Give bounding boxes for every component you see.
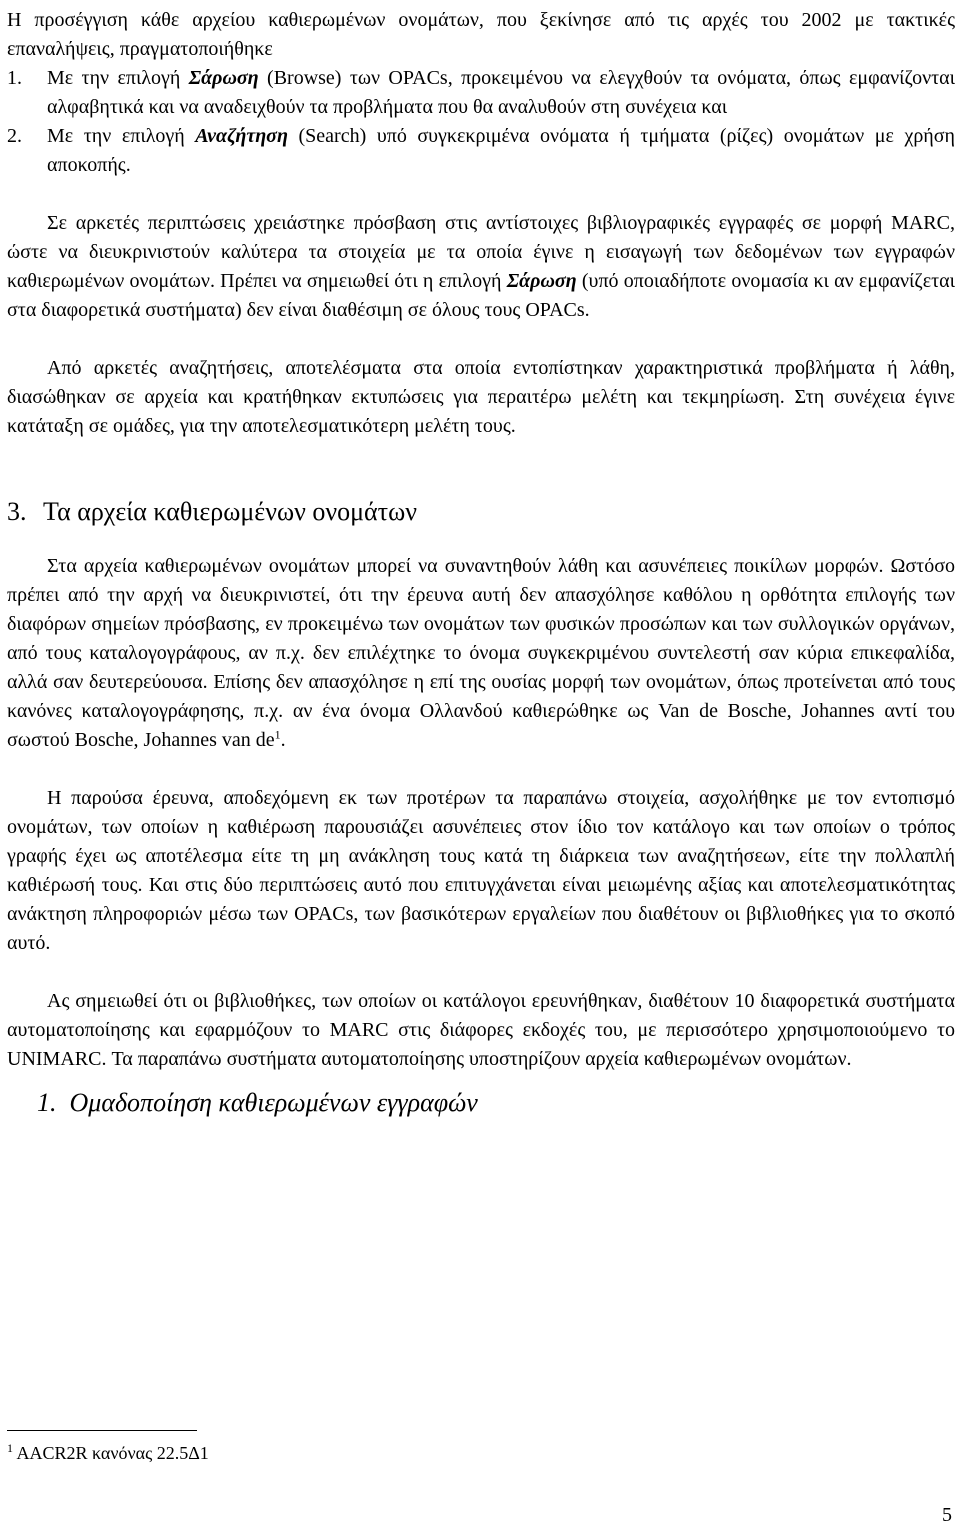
paragraph-errors-text: Στα αρχεία καθιερωμένων ονομάτων μπορεί να συναντηθούν λάθη και ασυνέπειες ποικίλων μορφών. Ωστόσο πρέπει από την αρχή να διευκρινιστεί, ότι την έρευνα αυτή δεν απασχόλησε καθόλου η ορθότητα επιλογής των διαφόρων σημείων πρόσβασης, εν προκειμένω των ονομάτων των φυσικών προσώπων και των συλλογικών οργάνων, από τους καταλογογράφους, αν π.χ. δεν επιλέχτηκε το όνομα συγκεκριμένου συντελεστή σαν κύρια επικεφαλίδα, αλλά σαν δευτερεύουσα. Επίσης δεν απασχόλησε η επί της ουσίας μορφή των ονομάτων, όπως προτείνεται από τους κανόνες καταλογογράφησης, π.χ. αν ένα όνομα Ολλανδού καθιερώθηκε ως Van de Bosche, Johannes αντί του σωστού Bosche, Johannes van de: [7, 555, 955, 751]
paragraph-errors-end: .: [280, 729, 286, 751]
paragraph-libraries: Ας σημειωθεί ότι οι βιβλιοθήκες, των οποίων οι κατάλογοι ερευνήθηκαν, διαθέτουν 10 διαφορετικά συστήματα αυτοματοποίησης και εφαρμόζουν το MARC στις διάφορες εκδοχές του, με περισσότερο χρησιμοποιούμενο το UNIMARC. Τα παραπάνω συστήματα αυτοματοποίησης υποστηρίζουν αρχεία καθιερωμένων ονομάτων.: [7, 990, 955, 1070]
footnote-text: AACR2R κανόνας 22.5Δ1: [13, 1443, 209, 1463]
paragraph-marc-post: (υπό οποιαδήποτε ονομασία κι αν εμφανίζεται στα διαφορετικά συστήματα) δεν είναι διαθέσιμη σε όλους τους OPACs.: [7, 270, 955, 321]
intro-text: Η προσέγγιση κάθε αρχείου καθιερωμένων ονομάτων, που ξεκίνησε από τις αρχές του 2002 με τακτικές επαναλήψεις, πραγματοποιήθηκε: [7, 9, 955, 60]
footnote-ref: 1: [274, 727, 281, 742]
emphasis-browse-2: Σάρωση: [506, 270, 577, 292]
section-title: Τα αρχεία καθιερωμένων ονομάτων: [43, 497, 417, 526]
footnote-divider: [7, 1430, 197, 1431]
paragraph-errors: [7, 552, 955, 755]
list-item-2: [7, 122, 955, 180]
subsection-title: Ομαδοποίηση καθιερωμένων εγγραφών: [69, 1088, 478, 1117]
list-number-2: 2.: [7, 125, 22, 147]
subsection-number: 1.: [37, 1088, 57, 1117]
section-heading: [7, 495, 955, 529]
footnote-number: 1: [7, 1441, 13, 1455]
list-item-2-text-pre: Με την επιλογή: [47, 125, 196, 147]
intro-paragraph: [7, 6, 955, 64]
section-number: 3.: [7, 497, 27, 526]
list-number-1: 1.: [7, 67, 22, 89]
paragraph-searches: Από αρκετές αναζητήσεις, αποτελέσματα στα οποία εντοπίστηκαν χαρακτηριστικά προβλήματα ή λάθη, διασώθηκαν σε αρχεία και κρατήθηκαν εκτυπώσεις για περαιτέρω μελέτη και τεκμηρίωση. Στη συνέχεια έγινε κατάταξη σε ομάδες, για την αποτελεσματικότερη μελέτη τους.: [7, 357, 955, 437]
emphasis-browse: Σάρωση: [188, 67, 259, 89]
subsection-heading: [7, 1086, 955, 1120]
list-item-1-text-post: (Browse) των OPACs, προκειμένου να ελεγχθούν τα ονόματα, όπως εμφανίζονται αλφαβητικά και να αναδειχθούν τα προβλήματα που θα αναλυθούν στη συνέχεια και: [47, 67, 956, 118]
list-item-1: [7, 64, 955, 122]
paragraph-marc-pre: Σε αρκετές περιπτώσεις χρειάστηκε πρόσβαση στις αντίστοιχες βιβλιογραφικές εγγραφές σε μορφή MARC, ώστε να διευκρινιστούν καλύτερα τα στοιχεία με τα οποία έγινε η εισαγωγή των δεδομένων των εγγραφών καθιερωμένων ονομάτων. Πρέπει να σημειωθεί ότι η επιλογή: [7, 212, 955, 292]
paragraph-marc: [7, 209, 955, 325]
page-number: 5: [942, 1504, 952, 1526]
emphasis-search: Αναζήτηση: [195, 125, 288, 147]
footnote: [7, 1440, 209, 1466]
document-page: [7, 0, 955, 1120]
paragraph-research: Η παρούσα έρευνα, αποδεχόμενη εκ των προτέρων τα παραπάνω στοιχεία, ασχολήθηκε με τον εντοπισμό ονομάτων, των οποίων η καθιέρωση παρουσιάζει ασυνέπειες στον ίδιο τον κατάλογο και των οποίων ο τρόπος γραφής έχει ως αποτέλεσμα είτε τη μη ανάκληση τους κατά τη διάρκεια των αναζητήσεων, είτε την πολλαπλή καθιέρωσή τους. Και στις δύο περιπτώσεις αυτό που επιτυγχάνεται είναι μειωμένης αξίας και αποτελεσματικότητας ανάκτηση πληροφοριών μέσω των OPACs, των βασικότερων εργαλείων που διαθέτουν οι βιβλιοθήκες για το σκοπό αυτό.: [7, 787, 955, 954]
list-item-2-text-post: (Search) υπό συγκεκριμένα ονόματα ή τμήματα (ρίζες) ονομάτων με χρήση αποκοπής.: [47, 125, 956, 176]
list-item-1-text-pre: Με την επιλογή: [47, 67, 189, 89]
